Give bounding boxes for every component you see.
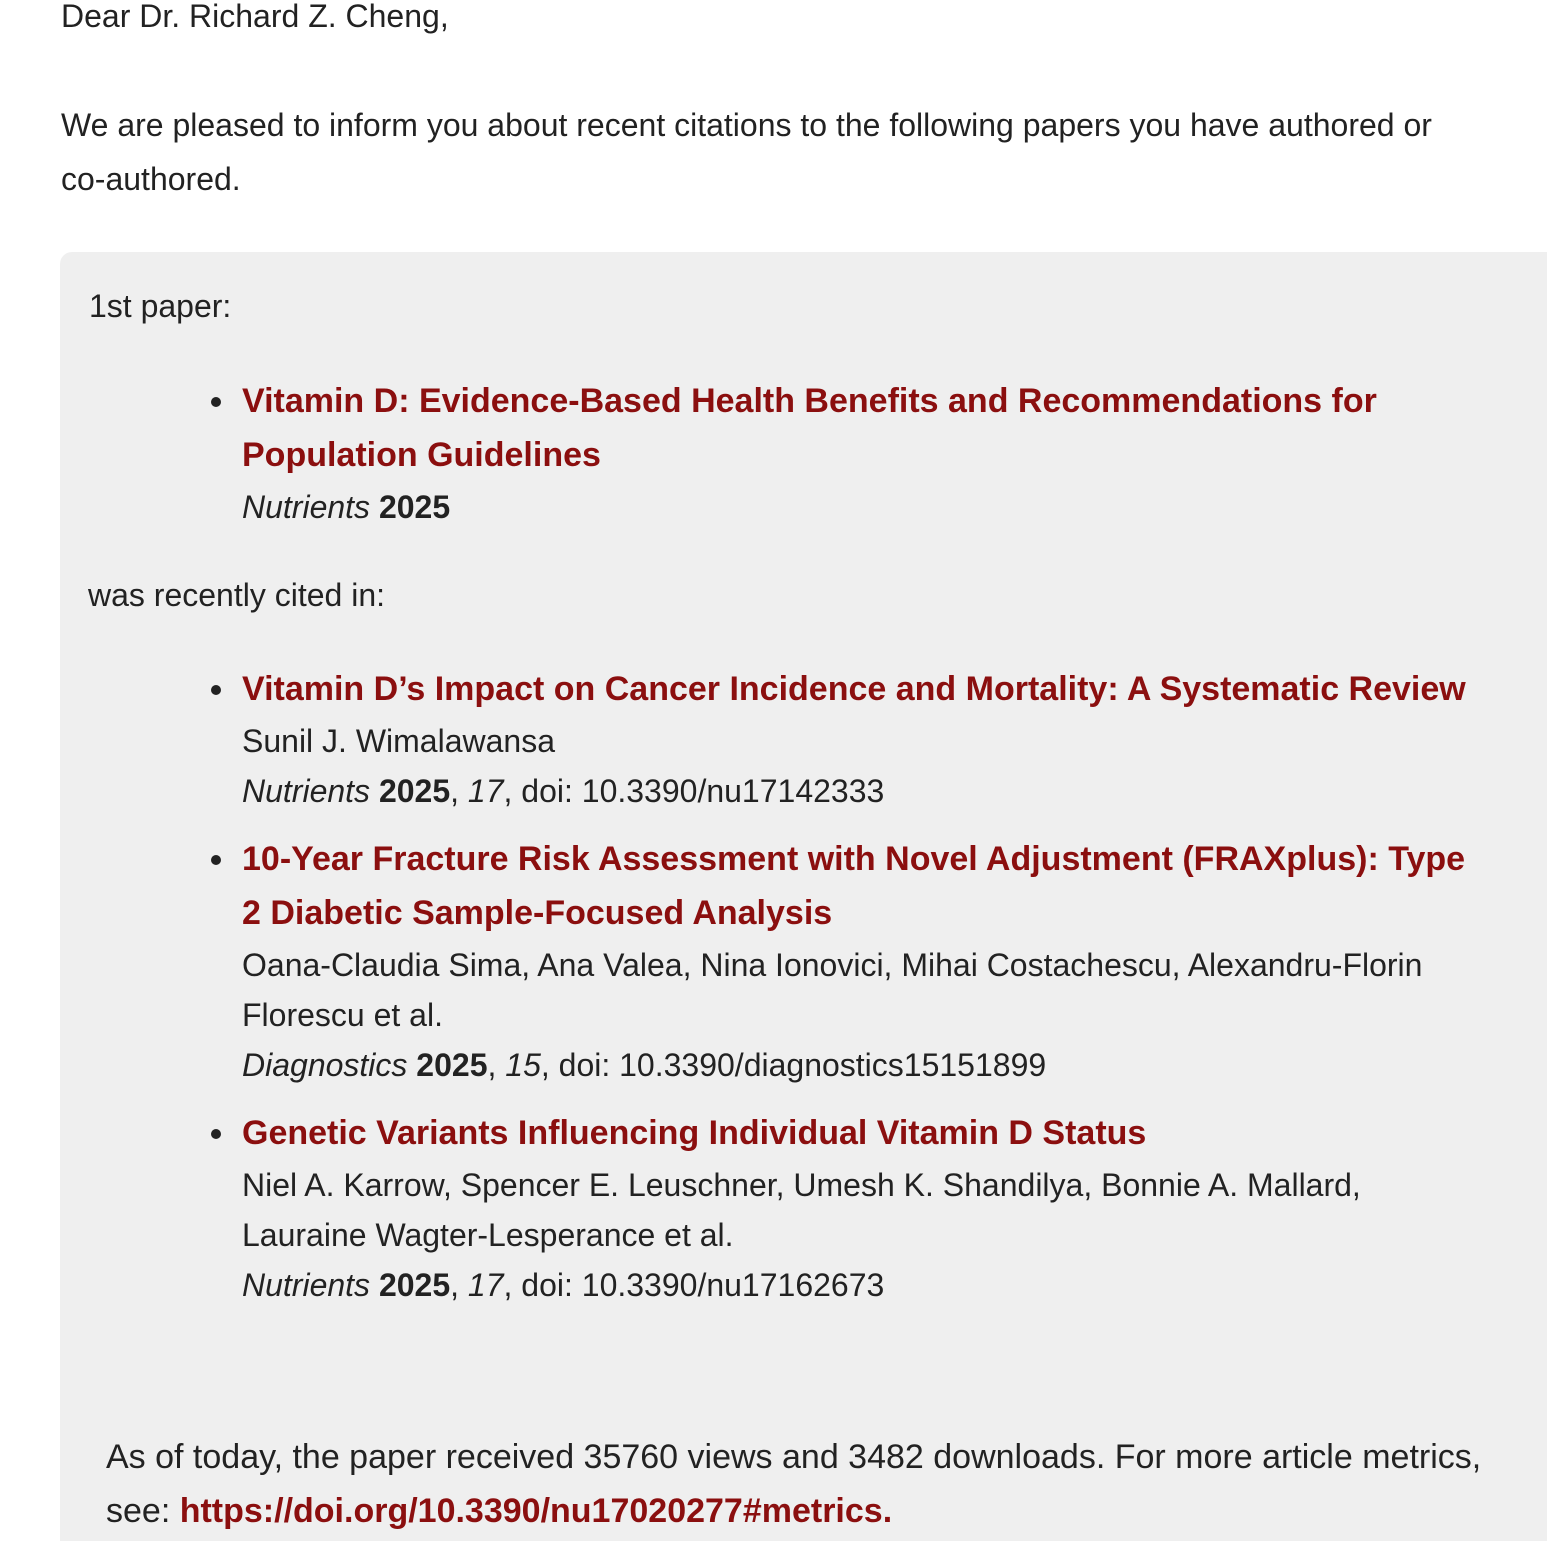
bullet-icon: [211, 685, 221, 695]
list-item: [60, 832, 1540, 1090]
separator: ,: [450, 1267, 468, 1303]
bullet-icon: [211, 1129, 221, 1139]
citing-paper-authors: Sunil J. Wimalawansa: [242, 723, 555, 759]
citing-paper-meta: [242, 766, 1540, 816]
volume-number: 15: [505, 1047, 541, 1083]
citing-paper-authors: Oana-Claudia Sima, Ana Valea, Nina Ionovici, Mihai Costachescu, Alexandru-Florin Florescu et al.: [242, 947, 1423, 1033]
citing-paper-authors: Niel A. Karrow, Spencer E. Leuschner, Umesh K. Shandilya, Bonnie A. Mallard, Lauraine Wagter-Lesperance et al.: [242, 1167, 1361, 1253]
journal-name: Nutrients: [242, 773, 371, 809]
publication-year: 2025: [416, 1047, 488, 1083]
separator: ,: [487, 1047, 506, 1083]
metrics-link[interactable]: https://doi.org/10.3390/nu17020277#metrics.: [179, 1492, 893, 1530]
source-paper-list: [60, 374, 1540, 532]
source-paper-title-link[interactable]: Vitamin D: Evidence-Based Health Benefits and Recommendations for Population Guidelines: [242, 382, 1377, 474]
doi-text: , doi: 10.3390/nu17142333: [503, 773, 885, 809]
bullet-icon: [211, 855, 221, 865]
publication-year: 2025: [378, 489, 451, 525]
separator: ,: [450, 773, 468, 809]
journal-name: Diagnostics: [242, 1047, 408, 1083]
source-paper-meta: [242, 482, 1540, 532]
citing-paper-meta: [242, 1260, 1540, 1310]
citing-paper-title-link[interactable]: Vitamin D’s Impact on Cancer Incidence and Mortality: A Systematic Review: [242, 670, 1466, 708]
citation-panel: [60, 252, 1547, 1541]
list-item: [60, 374, 1540, 532]
citing-paper-title-link[interactable]: 10-Year Fracture Risk Assessment with Novel Adjustment (FRAXplus): Type 2 Diabetic Sample-Focused Analysis: [242, 840, 1466, 932]
publication-year: 2025: [378, 773, 451, 809]
publication-year: 2025: [378, 1267, 451, 1303]
doi-text: , doi: 10.3390/diagnostics15151899: [540, 1047, 1047, 1083]
intro-text: We are pleased to inform you about recent citations to the following papers you have authored or co-authored.: [61, 107, 1432, 197]
list-item: [60, 1106, 1540, 1310]
cited-label: was recently cited in:: [88, 577, 386, 613]
volume-number: 17: [467, 773, 504, 809]
citing-paper-title-link[interactable]: Genetic Variants Influencing Individual Vitamin D Status: [242, 1114, 1147, 1152]
greeting-text: Dear Dr. Richard Z. Cheng,: [61, 0, 449, 34]
citing-papers-list: [60, 662, 1540, 1310]
metrics-text: [106, 1430, 1486, 1538]
journal-name: Nutrients: [242, 1267, 371, 1303]
list-item: [60, 662, 1540, 816]
bullet-icon: [211, 397, 221, 407]
paper-label: 1st paper:: [89, 288, 232, 324]
doi-text: , doi: 10.3390/nu17162673: [503, 1267, 885, 1303]
citing-paper-meta: [242, 1040, 1540, 1090]
journal-name: Nutrients: [242, 489, 371, 525]
volume-number: 17: [467, 1267, 504, 1303]
metrics-summary: As of today, the paper received 35760 views and 3482 downloads. For more article metrics, see:: [106, 1438, 1482, 1530]
